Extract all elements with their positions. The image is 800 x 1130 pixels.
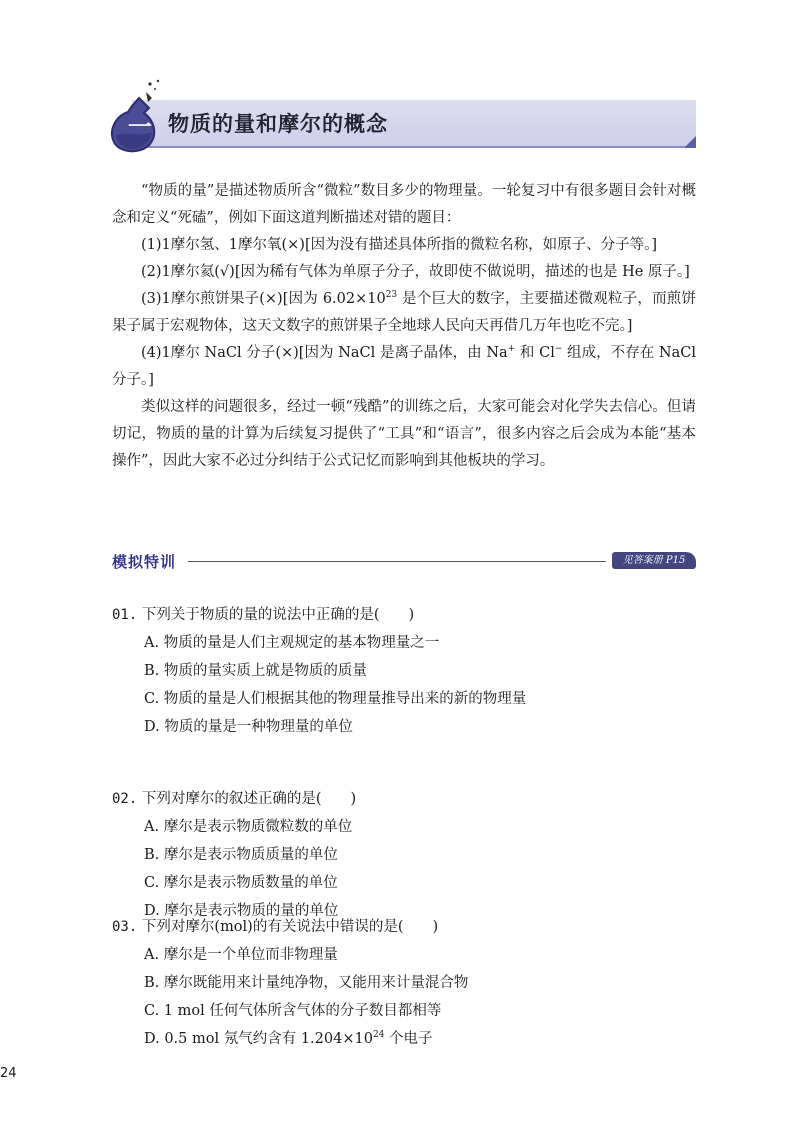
example-item-2: (2)1摩尔氦(√)[因为稀有气体为单原子分子，故即使不做说明，描述的也是 He 原子。] [141, 264, 690, 280]
question-stem: 02. 下列对摩尔的叙述正确的是( ) [112, 791, 357, 807]
option-d: D. 0.5 mol 氖气约含有 $1.204\times 10^{24}$ 个电子 [144, 1030, 433, 1047]
summary-paragraph: 类似这样的问题很多，经过一顿“残酷”的训练之后，大家可能会对化学失去信心。但请切记，物质的量的计算为后续复习提供了“工具”和“语言”，很多内容之后会成为本能“基本操作”，因此大家不必过分纠结于公式记忆而影响到其他板块的学习。 [112, 399, 696, 469]
example-item-4: (4)1摩尔 NaCl 分子(×)[因为 NaCl 是离子晶体，由 Na+ 和 Cl− 组成，不存在 NaCl 分子。] [112, 344, 696, 388]
option-a: A. 物质的量是人们主观规定的基本物理量之一 [144, 635, 440, 651]
section-banner [112, 100, 696, 148]
training-header [112, 551, 696, 571]
example-item-1: (1)1摩尔氢、1摩尔氧(×)[因为没有描述具体所指的微粒名称，如原子、分子等。] [141, 237, 658, 253]
option-a: A. 摩尔是表示物质微粒数的单位 [144, 819, 353, 835]
option-b: B. 物质的量实质上就是物质的质量 [144, 663, 367, 679]
option-a: A. 摩尔是一个单位而非物理量 [144, 947, 338, 963]
option-d: D. 物质的量是一种物理量的单位 [144, 719, 353, 735]
option-b: B. 摩尔既能用来计量纯净物，又能用来计量混合物 [144, 975, 469, 991]
question-3 [112, 913, 696, 1053]
question-stem: 03. 下列对摩尔(mol)的有关说法中错误的是( ) [112, 919, 439, 935]
divider [188, 561, 606, 562]
question-stem: 01. 下列关于物质的量的说法中正确的是( ) [112, 607, 415, 623]
option-c: C. 摩尔是表示物质数量的单位 [144, 875, 338, 891]
option-c: C. 1 mol 任何气体所含气体的分子数目都相等 [144, 1003, 442, 1019]
question-1 [112, 601, 696, 741]
option-c: C. 物质的量是人们根据其他的物理量推导出来的新的物理量 [144, 691, 527, 707]
section-number: 一 [128, 113, 152, 141]
option-d: D. 摩尔是表示物质的量的单位 [144, 903, 339, 919]
intro-paragraph: “物质的量”是描述物质所含“微粒”数目多少的物理量。一轮复习中有很多题目会针对概念和定义“死磕”，例如下面这道判断描述对错的题目： [112, 183, 696, 226]
question-2 [112, 785, 696, 925]
training-title: 模拟特训 [112, 553, 177, 571]
intro-text [112, 178, 696, 475]
section-title: 物质的量和摩尔的概念 [168, 112, 388, 136]
example-item-3: (3)1摩尔煎饼果子(×)[因为 $6.02\times 10^{23}$ 是个巨大的数字，主要描述微观粒子，而煎饼果子属于宏观物体，这天文数字的煎饼果子全地球人民向天再借几万年也吃不完。] [112, 290, 696, 334]
page-number: 24 [0, 1066, 17, 1081]
option-b: B. 摩尔是表示物质质量的单位 [144, 847, 338, 863]
answer-reference-badge: 见答案册 P15 [612, 552, 696, 569]
